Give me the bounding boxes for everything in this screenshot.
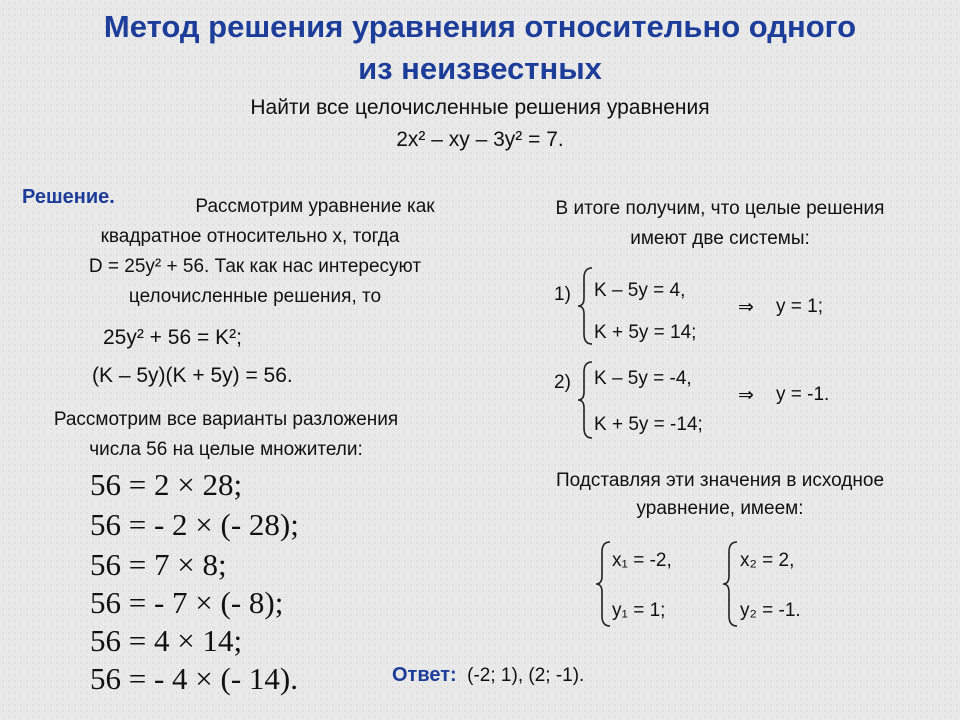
task-equation: 2x² – xy – 3y² = 7.	[396, 128, 564, 151]
result-text-2: имеют две системы:	[630, 228, 810, 249]
factor-line-4: 56 = - 7 × (- 8);	[90, 585, 284, 620]
solution-text-3: D = 25y² + 56. Так как нас интересуют	[88, 256, 422, 277]
implies-icon: ⇒	[738, 385, 754, 406]
system-2-result: y = -1.	[776, 384, 830, 405]
system-1-number: 1)	[554, 284, 571, 305]
system-2-eq-a: K – 5y = -4,	[594, 368, 692, 389]
final-2-x: x₂ = 2,	[740, 550, 795, 571]
solution-text-4: целочисленные решения, то	[128, 286, 382, 307]
system-1-brace	[576, 266, 596, 346]
system-1-eq-a: K – 5y = 4,	[594, 280, 686, 301]
system-1-result: y = 1;	[776, 296, 823, 317]
final-1-y: y₁ = 1;	[612, 600, 666, 621]
factor-line-2: 56 = - 2 × (- 28);	[90, 507, 299, 542]
task-line: Найти все целочисленные решения уравнения	[250, 96, 710, 119]
solution-text-1: Рассмотрим уравнение как	[195, 196, 435, 217]
solution-text-6: числа 56 на целые множители:	[89, 439, 363, 460]
result-text-4: уравнение, имеем:	[636, 498, 804, 519]
solution-label: Решение.	[22, 186, 115, 208]
factor-line-3: 56 = 7 × 8;	[90, 547, 227, 582]
result-text-3: Подставляя эти значения в исходное	[555, 470, 885, 491]
page-title	[0, 6, 960, 90]
final-2-y: y₂ = -1.	[740, 600, 801, 621]
title-line-1: Метод решения уравнения относительно одного	[103, 9, 857, 44]
system-2-eq-b: K + 5y = -14;	[594, 414, 703, 435]
final-1-brace	[595, 540, 613, 628]
factor-line-6: 56 = - 4 × (- 14).	[90, 661, 299, 696]
system-1-eq-b: K + 5y = 14;	[594, 322, 697, 343]
system-2-brace	[576, 360, 596, 440]
system-2-number: 2)	[554, 372, 571, 393]
answer-value: (-2; 1), (2; -1).	[467, 665, 585, 686]
answer	[392, 664, 584, 687]
implies-icon: ⇒	[738, 297, 754, 318]
solution-text-2: квадратное относительно x, тогда	[100, 226, 400, 247]
factor-line-1: 56 = 2 × 28;	[90, 467, 243, 502]
equation-k-squared: 25y² + 56 = K²;	[103, 326, 242, 349]
equation-factored: (K – 5y)(K + 5y) = 56.	[92, 364, 293, 387]
solution-text-5: Рассмотрим все варианты разложения	[53, 409, 399, 430]
factor-line-5: 56 = 4 × 14;	[90, 623, 243, 658]
final-1-x: x₁ = -2,	[612, 550, 672, 571]
final-2-brace	[722, 540, 740, 628]
result-text-1: В итоге получим, что целые решения	[555, 198, 885, 219]
title-line-2: из неизвестных	[358, 51, 602, 86]
answer-label: Ответ:	[392, 664, 457, 686]
